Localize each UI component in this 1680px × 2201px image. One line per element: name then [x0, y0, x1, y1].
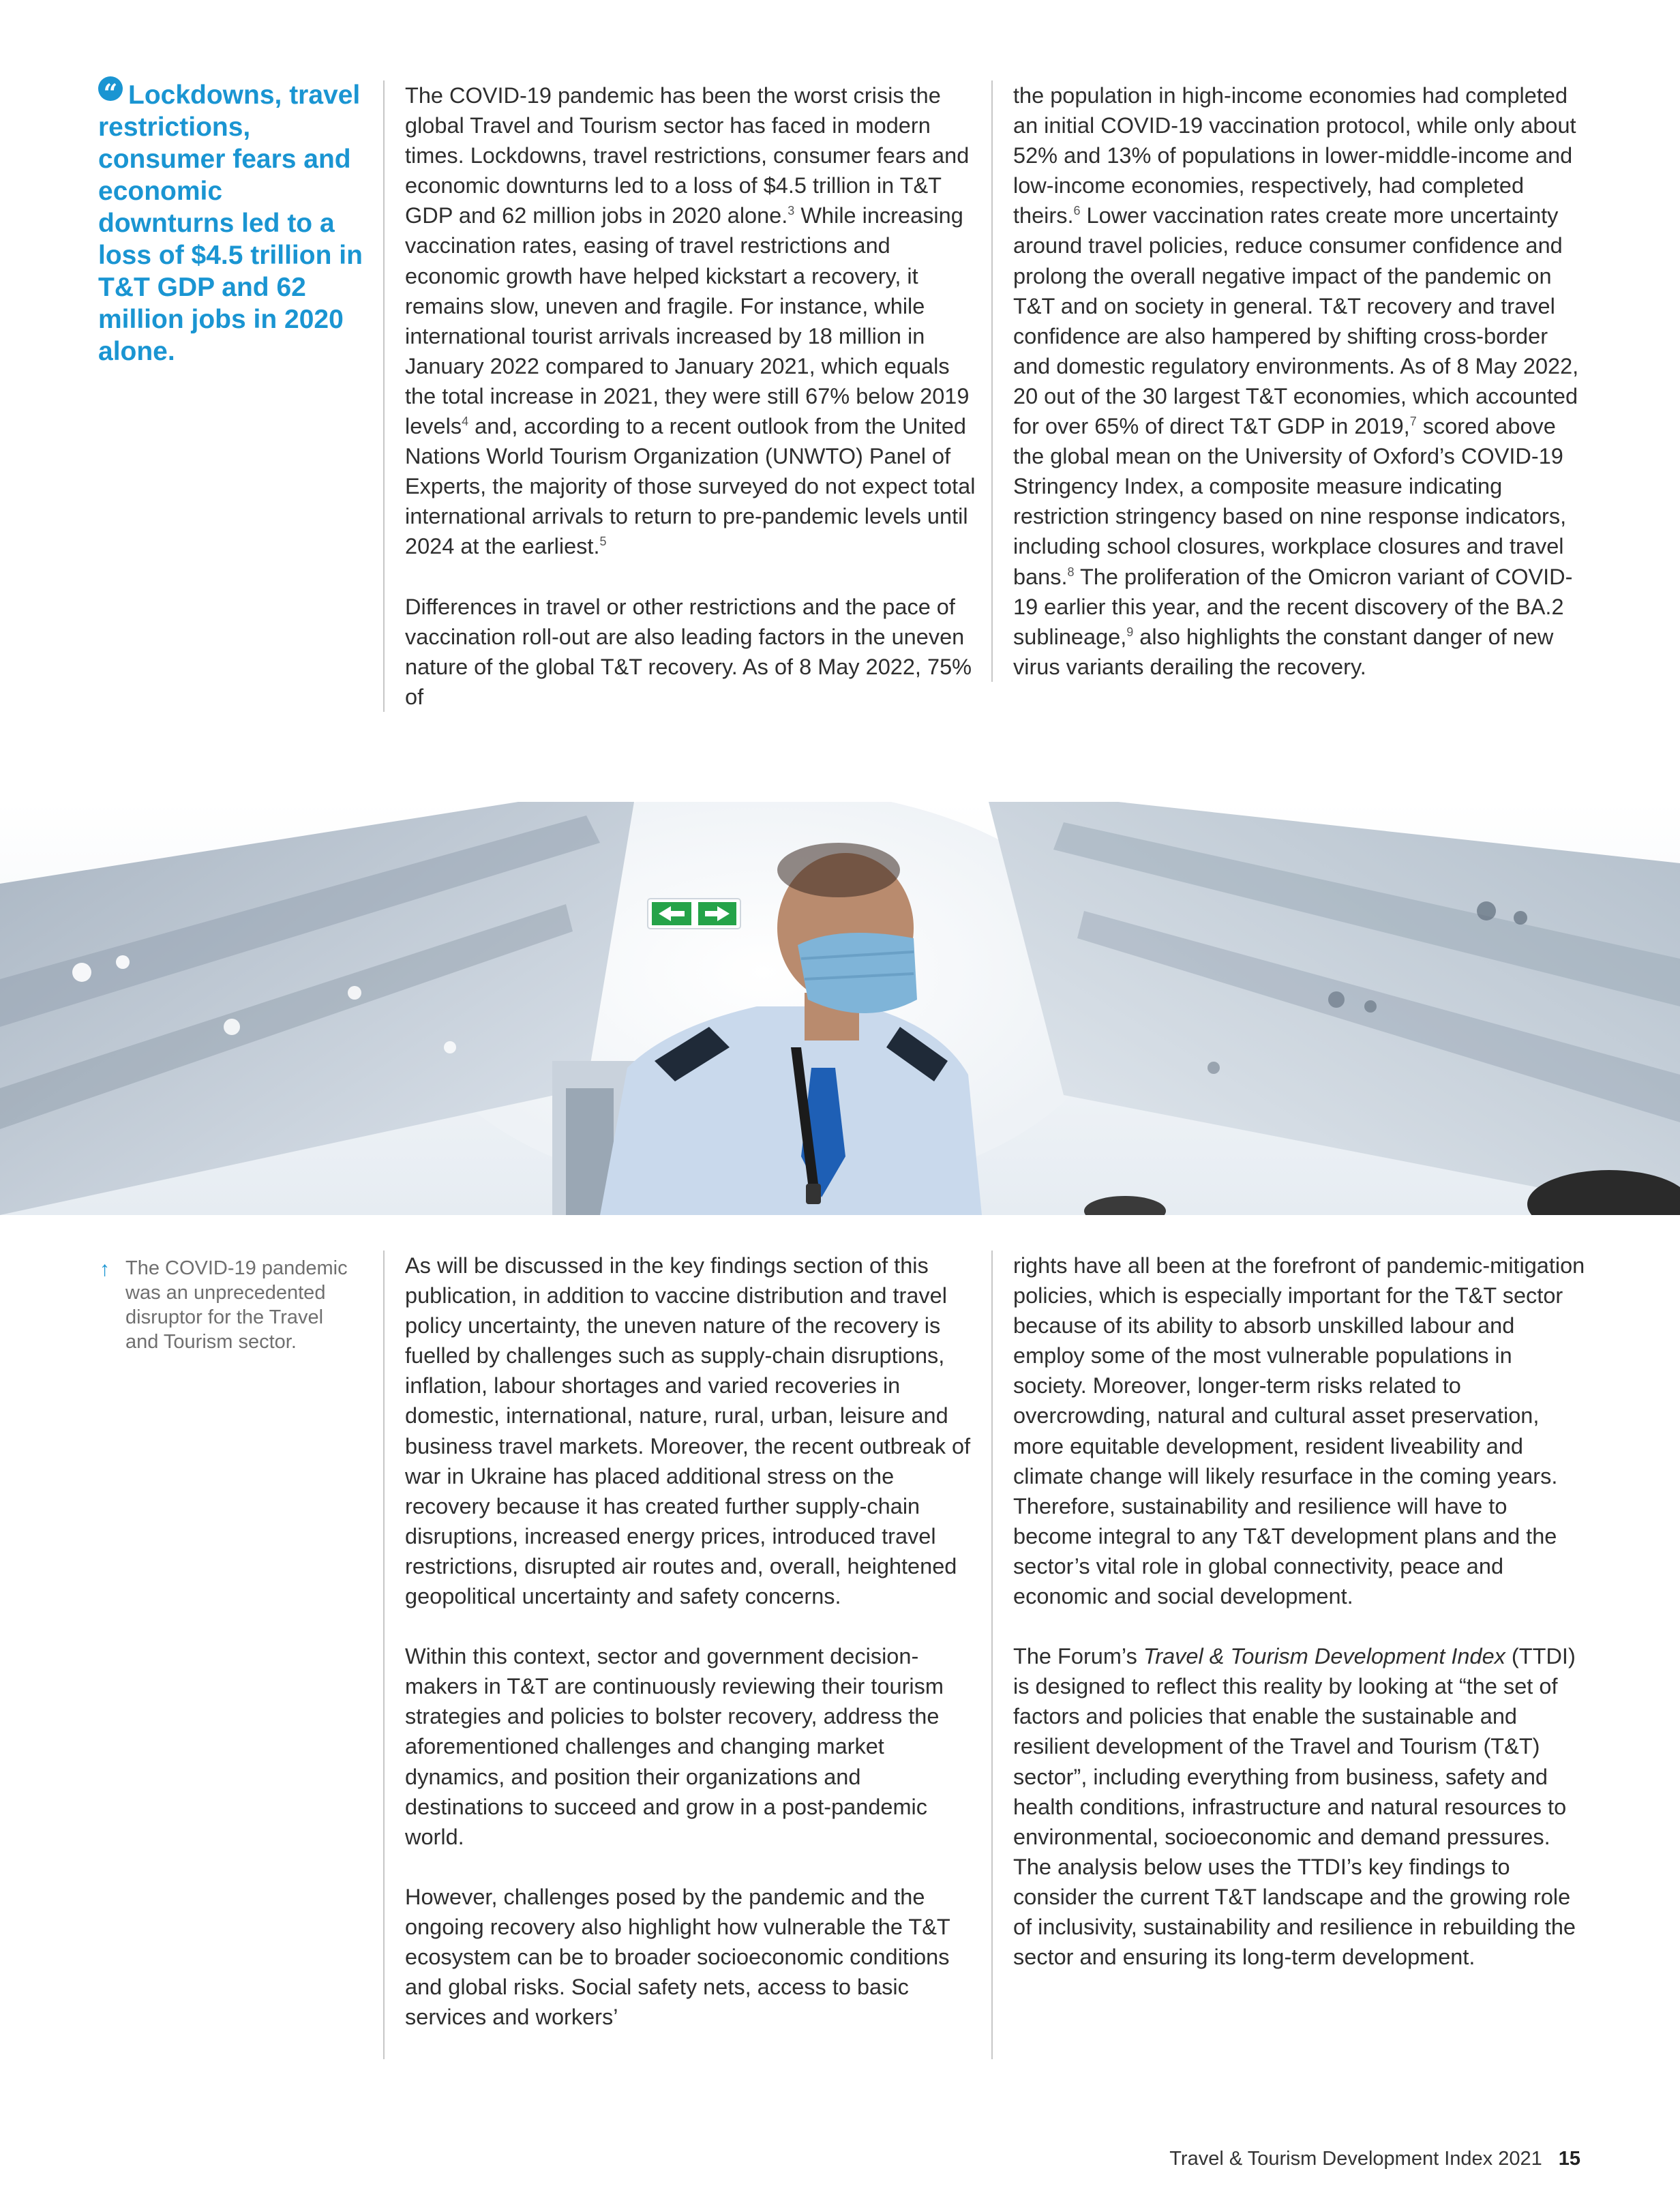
paragraph: However, challenges posed by the pandemic and the ongoing recovery also highlight how vulnerable the T&T ecosystem can be to broader socioeconomic conditions and global risks. Social safety nets, access to basic services and workers’ — [405, 1884, 950, 2030]
page-footer — [1169, 2148, 1580, 2170]
paragraph: Differences in travel or other restrictions and the pace of vaccination roll-out are also leading factors in the uneven nature of the global T&T recovery. As of 8 May 2022, 75% of — [405, 594, 972, 709]
footnote-ref: 3 — [787, 204, 795, 218]
paragraph: The COVID-19 pandemic has been the worst crisis the global Travel and Tourism sector has faced in modern times. Lockdowns, travel restrictions, consumer fears and economic downturns led to a loss of $4.5 trillion in T&T GDP and 62 million jobs in 2020 alone.$^3$ While increasing vaccination rates, easing of travel restrictions and economic growth have helped kickstart a recovery, it remains slow, uneven and fragile. For instance, while international tourist arrivals increased by 18 million in January 2022 compared to January 2021, which equals the total increase in 2021, they were still 67% below 2019 levels$^4$ and, according to a recent outlook from the United Nations World Tourism Organization (UNWTO) Panel of Experts, the majority of those surveyed do not expect total international arrivals to return to pre-pandemic levels until 2024 at the earliest.$^5$ — [405, 83, 976, 559]
paragraph: the population in high-income economies had completed an initial COVID-19 vaccination protocol, while only about 52% and 13% of populations in lower-middle-income and low-income economies, respectively, had completed theirs.$^6$ Lower vaccination rates create more uncertainty around travel policies, reduce consumer confidence and prolong the overall negative impact of the pandemic on T&T and on society in general. T&T recovery and travel confidence are also hampered by shifting cross-border and domestic regulatory environments. As of 8 May 2022, 20 out of the 30 largest T&T economies, which accounted for over 65% of direct T&T GDP in 2019,$^7$ scored above the global mean on the University of Oxford’s COVID-19 Stringency Index, a composite measure indicating restriction stringency based on nine response indicators, including school closures, workplace closures and travel bans.$^8$ The proliferation of the Omicron variant of COVID-19 earlier this year, and the recent discovery of the BA.2 sublineage,$^9$ also highlights the constant danger of new virus variants derailing the recovery. — [1013, 83, 1579, 679]
arrow-up-icon: ↑ — [100, 1258, 110, 1281]
footnote-ref: 7 — [1409, 415, 1417, 429]
page-number: 15 — [1558, 2148, 1580, 2170]
quote-icon: “ — [98, 76, 123, 101]
paragraph: Within this context, sector and government decision-makers in T&T are continuously reviewing their tourism strategies and policies to bolster recovery, address the aforementioned challenges and changing market dynamics, and position their organizations and destinations to succeed and grow in a post-pandemic world. — [405, 1644, 944, 1849]
paragraph: The Forum’s Travel & Tourism Development Index (TTDI) is designed to reflect this reality by looking at “the set of factors and policies that enable the sustainable and resilient development of the Travel and Tourism (T&T) sector”, including everything from business, safety and health conditions, infrastructure and natural resources to environmental, socioeconomic and demand pressures. The analysis below uses the TTDI’s key findings to consider the current T&T landscape and the growing role of inclusivity, sustainability and resilience in rebuilding the sector and ensuring its long-term development. — [1013, 1644, 1576, 1970]
caption-text: The COVID-19 pandemic was an unprecedented disruptor for the Travel and Tourism sector. — [125, 1257, 348, 1353]
pull-quote-text: Lockdowns, travel restrictions, consumer fears and economic downturns led to a loss of $4.5 trillion in T&T GDP and 62 million jobs in 2020 alone. — [98, 80, 363, 366]
footnote-ref: 6 — [1073, 204, 1081, 218]
top-column-1 — [383, 80, 982, 712]
bottom-column-1 — [383, 1251, 982, 2059]
footnote-ref: 4 — [462, 415, 469, 429]
photo-caption — [100, 1256, 352, 1354]
paragraph: As will be discussed in the key findings section of this publication, in addition to vaccine distribution and travel policy uncertainty, the uneven nature of the recovery is fuelled by challenges such as supply-chain disruptions, inflation, labour shortages and varied recoveries in domestic, international, nature, rural, urban, leisure and business travel markets. Moreover, the recent outbreak of war in Ukraine has placed additional stress on the recovery because it has created further supply-chain disruptions, increased energy prices, introduced travel restrictions, disrupted air routes and, overall, heightened geopolitical uncertainty and safety concerns. — [405, 1253, 971, 1609]
footnote-ref: 9 — [1126, 625, 1134, 639]
footnote-ref: 8 — [1067, 565, 1075, 579]
bottom-column-2 — [991, 1251, 1586, 2059]
top-column-2 — [991, 80, 1586, 682]
footer-title: Travel & Tourism Development Index 2021 — [1169, 2148, 1542, 2170]
index-title: Travel & Tourism Development Index — [1143, 1644, 1505, 1669]
paragraph: rights have all been at the forefront of pandemic-mitigation policies, which is especially important for the T&T sector because of its ability to absorb unskilled labour and employ some of the most vulnerable populations in society. Moreover, longer-term risks related to overcrowding, natural and cultural asset preservation, more equitable development, resident liveability and climate change will likely resurface in the coming years. Therefore, sustainability and resilience will have to become integral to any T&T development plans and the sector’s vital role in global connectivity, peace and economic and social development. — [1013, 1253, 1585, 1609]
pull-quote — [98, 76, 364, 368]
cabin-photo — [0, 802, 1680, 1215]
footnote-ref: 5 — [599, 535, 607, 549]
